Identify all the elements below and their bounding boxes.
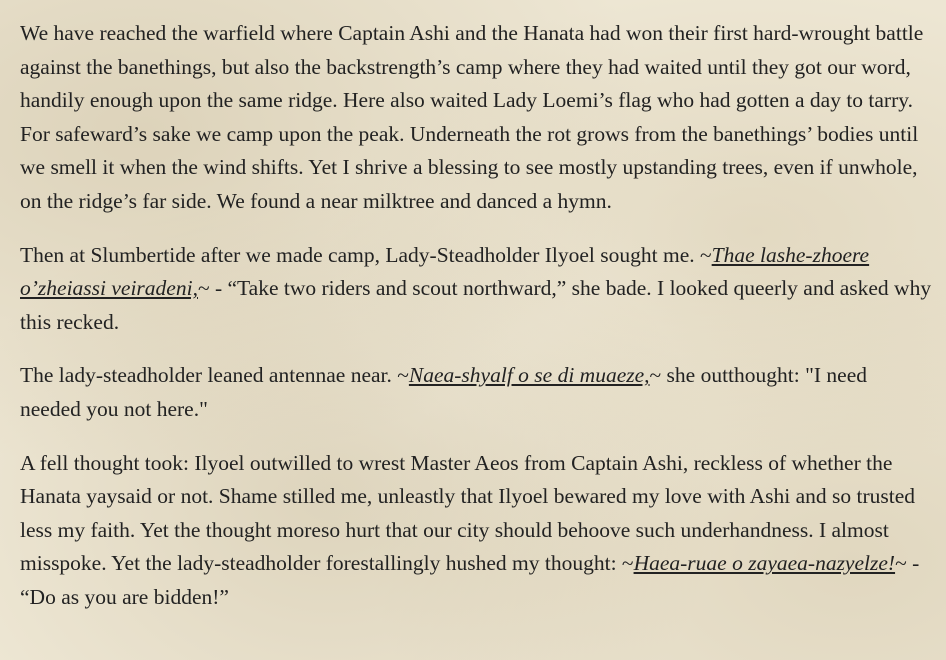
paragraph-antennae	[20, 359, 932, 426]
paragraph-text-after: ~ - “Take two riders and scout northward,” she bade. I looked queerly and asked why this recked.	[20, 276, 932, 334]
paragraph-text-before: The lady-steadholder leaned antennae near. ~	[20, 363, 409, 388]
alien-speech-phrase: Thae lashe-zhoere o’zheiassi veiradeni,	[20, 242, 870, 301]
alien-speech-phrase: Naea-shyalf o se di muaeze,	[408, 363, 650, 388]
paragraph-text: We have reached the warfield where Captain Ashi and the Hanata had won their first hard-wrought battle against the banethings, but also the backstrength’s camp where they had waited until they got our word, handily enough upon the same ridge. Here also waited Lady Loemi’s flag who had gotten a day to tarry. For safeward’s sake we camp upon the peak. Underneath the rot grows from the banethings’ bodies until we smell it when the wind shifts. Yet I shrive a blessing to see mostly upstanding trees, even if unwhole, on the ridge’s far side. We found a near milktree and danced a hymn.	[20, 21, 924, 213]
paragraph-text-after: ~ she outthought: "I need needed you not here."	[20, 363, 867, 421]
paragraph-fell-thought	[20, 447, 932, 615]
paragraph-text-after: ~ - “Do as you are bidden!”	[20, 551, 920, 609]
paragraph-warfield	[20, 17, 932, 219]
alien-speech-phrase: Haea-ruae o zayaea-nazyelze!	[633, 551, 896, 576]
paragraph-text-before: Then at Slumbertide after we made camp, Lady-Steadholder Ilyoel sought me. ~	[20, 242, 712, 267]
paragraph-text-before: A fell thought took: Ilyoel outwilled to wrest Master Aeos from Captain Ashi, reckless of whether the Hanata yaysaid or not. Shame stilled me, unleastly that Ilyoel bewared my love with Ashi and so trusted less my faith. Yet the thought moreso hurt that our city should behoove such underhandness. I almost misspoke. Yet the lady-steadholder forestallingly hushed my thought: ~	[20, 450, 916, 576]
paragraph-slumbertide	[20, 239, 932, 340]
